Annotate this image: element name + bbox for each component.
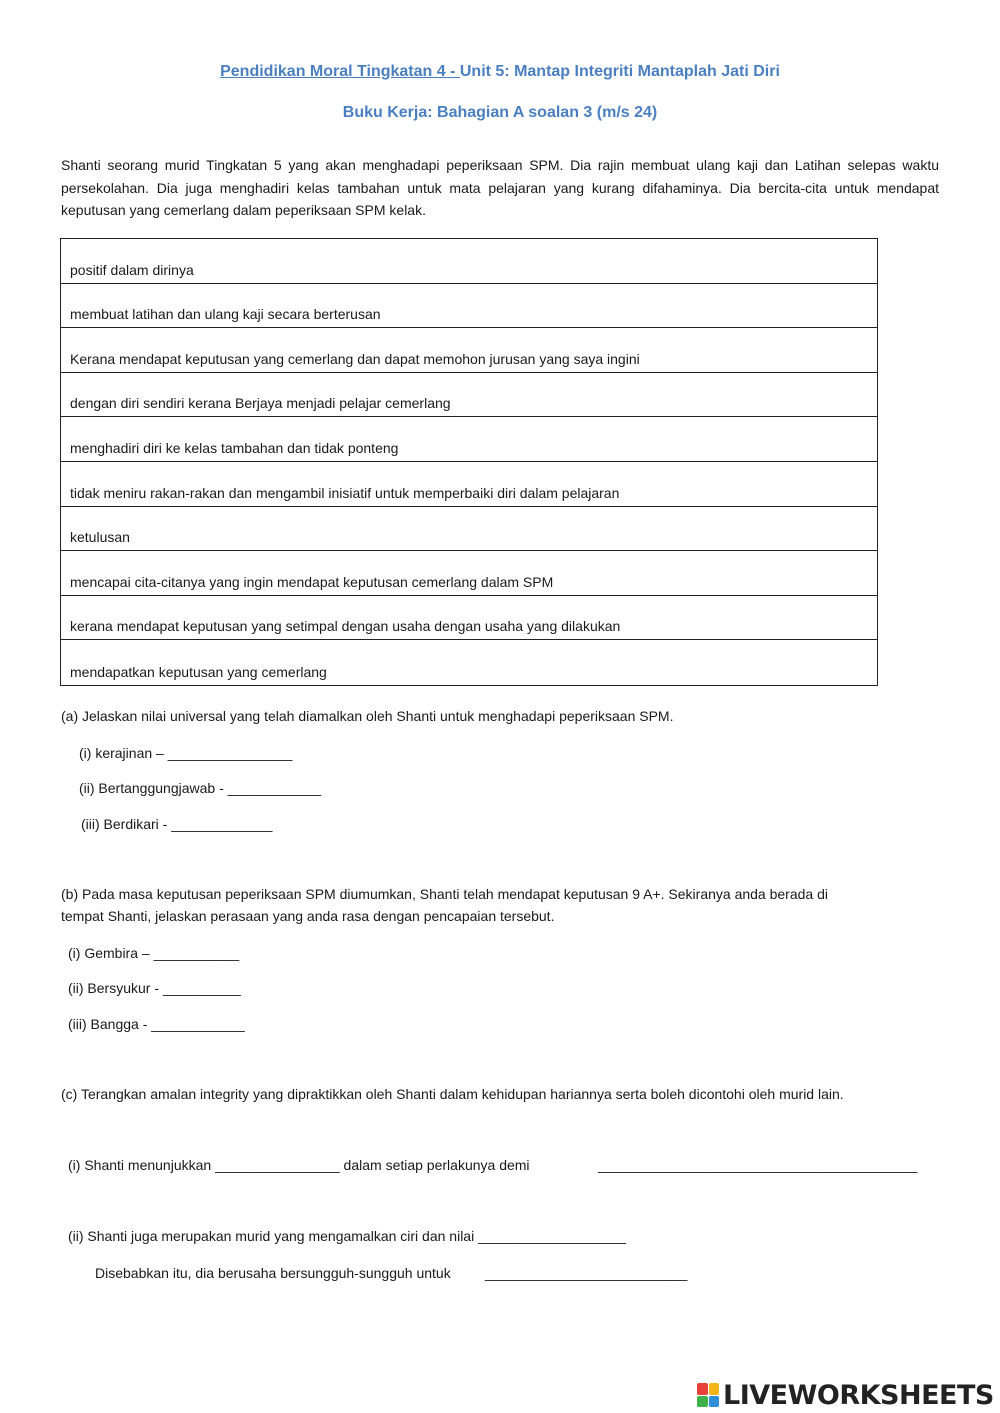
answer-option[interactable]: menghadiri diri ke kelas tambahan dan tidak ponteng xyxy=(61,417,877,462)
answer-option[interactable]: kerana mendapat keputusan yang setimpal dengan usaha dengan usaha yang dilakukan xyxy=(61,596,877,641)
title-part1: Pendidikan Moral Tingkatan 4 - xyxy=(220,63,460,80)
question-c-item-2-blank[interactable]: __________________________ xyxy=(485,1265,688,1281)
question-c-item-1[interactable]: (i) Shanti menunjukkan ________________ dalam setiap perlakunya demi xyxy=(68,1157,530,1173)
question-a-item-3[interactable]: (iii) Berdikari - _____________ xyxy=(81,816,273,832)
answer-option[interactable]: ketulusan xyxy=(61,507,877,552)
question-c-prompt: (c) Terangkan amalan integrity yang dipraktikkan oleh Shanti dalam kehidupan hariannya serta boleh dicontohi oleh murid lain. xyxy=(61,1086,844,1102)
answer-option[interactable]: Kerana mendapat keputusan yang cemerlang dan dapat memohon jurusan yang saya ingini xyxy=(61,328,877,373)
answer-option[interactable]: membuat latihan dan ulang kaji secara berterusan xyxy=(61,284,877,329)
question-b-prompt-line1: (b) Pada masa keputusan peperiksaan SPM diumumkan, Shanti telah mendapat keputusan 9 A+. Sekiranya anda berada di xyxy=(61,886,828,902)
question-b-prompt-line2: tempat Shanti, jelaskan perasaan yang anda rasa dengan pencapaian tersebut. xyxy=(61,908,555,924)
question-c-item-1-blank[interactable]: _________________________________________ xyxy=(598,1157,918,1173)
answer-option[interactable]: positif dalam dirinya xyxy=(61,239,877,284)
question-a-item-2[interactable]: (ii) Bertanggungjawab - ____________ xyxy=(79,780,322,796)
question-b-item-1[interactable]: (i) Gembira – ___________ xyxy=(68,945,240,961)
question-c-item-2-line2: Disebabkan itu, dia berusaha bersungguh-sungguh untuk xyxy=(95,1265,451,1281)
question-c-item-2[interactable]: (ii) Shanti juga merupakan murid yang mengamalkan ciri dan nilai ___________________ xyxy=(68,1228,627,1244)
answer-option[interactable]: tidak meniru rakan-rakan dan mengambil inisiatif untuk memperbaiki diri dalam pelajaran xyxy=(61,462,877,507)
page-subtitle: Buku Kerja: Bahagian A soalan 3 (m/s 24) xyxy=(342,104,658,121)
answer-option[interactable]: dengan diri sendiri kerana Berjaya menjadi pelajar cemerlang xyxy=(61,373,877,418)
intro-paragraph: Shanti seorang murid Tingkatan 5 yang akan menghadapi peperiksaan SPM. Dia rajin membuat ulang kaji dan Latihan selepas waktu persekolahan. Dia juga menghadiri kelas tambahan untuk mata pelajaran yang kurang difahaminya. Dia bercita-cita untuk mendapat keputusan yang cemerlang dalam peperiksaan SPM kelak. xyxy=(61,157,939,218)
question-b-item-2[interactable]: (ii) Bersyukur - __________ xyxy=(68,980,241,996)
liveworksheets-logo-icon xyxy=(697,1383,719,1407)
page-title xyxy=(0,63,1000,81)
answer-option[interactable]: mencapai cita-citanya yang ingin mendapat keputusan cemerlang dalam SPM xyxy=(61,551,877,596)
liveworksheets-logo xyxy=(697,1378,994,1412)
title-part2: Unit 5: Mantap Integriti Mantaplah Jati Diri xyxy=(459,63,780,80)
question-b-item-3[interactable]: (iii) Bangga - ____________ xyxy=(68,1016,245,1032)
answer-option[interactable]: mendapatkan keputusan yang cemerlang xyxy=(70,663,327,680)
question-a-prompt: (a) Jelaskan nilai universal yang telah diamalkan oleh Shanti untuk menghadapi peperiksaan SPM. xyxy=(61,708,674,724)
question-a-item-1[interactable]: (i) kerajinan – ________________ xyxy=(79,745,293,761)
logo-text: LIVEWORKSHEETS xyxy=(723,1379,994,1411)
answer-bank-table xyxy=(60,238,878,686)
